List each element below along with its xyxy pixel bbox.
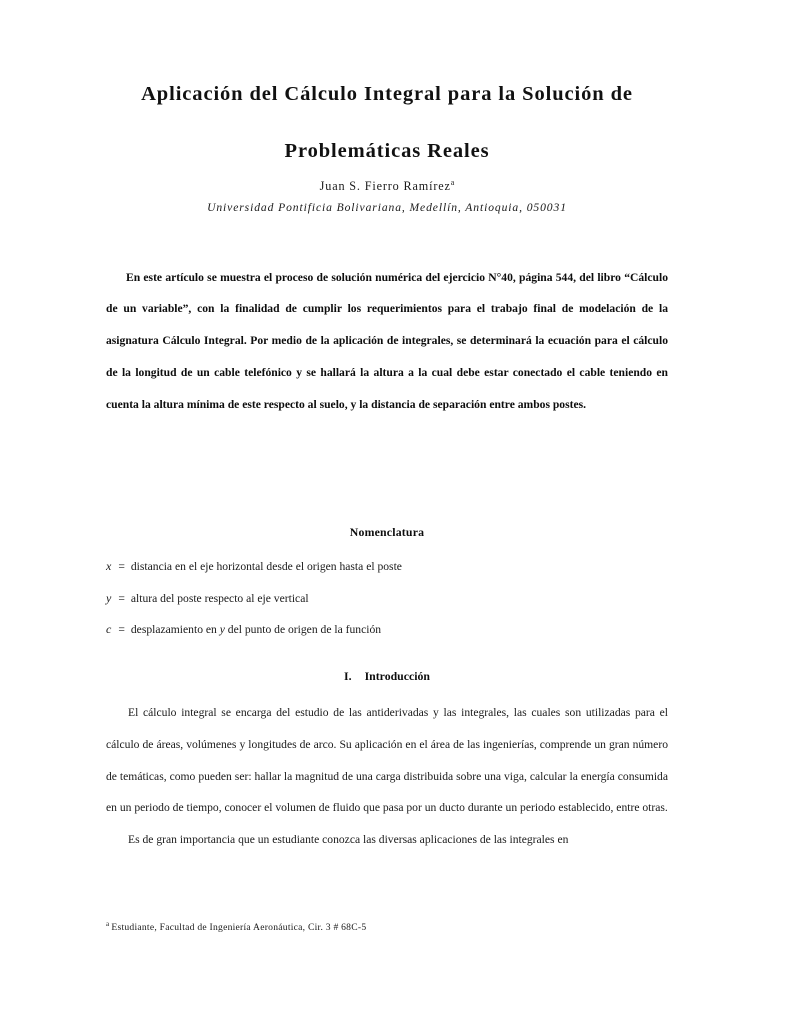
author-name-text: Juan S. Fierro Ramírez — [319, 179, 451, 194]
author-footnote-marker: a — [450, 178, 455, 187]
author-name — [106, 174, 668, 195]
nomenclature-symbol: y — [106, 590, 112, 605]
nomenclature-entry — [106, 614, 668, 646]
nomenclature-symbol: x — [106, 559, 112, 573]
nomenclature-definition-post: del punto de origen de la función — [224, 623, 382, 636]
abstract-text: En este artículo se muestra el proceso de solución numérica del ejercicio N°40, página 544, del libro “Cálculo de un variable”, con la finalidad de cumplir los requerimientos para el trabajo final de modelación de la asignatura Cálculo Integral. Por medio de la aplicación de integrales, se determinará la ecuación para el cálculo de la longitud de un cable telefónico y se hallará la altura a la cual debe estar conectado el cable teniendo en cuenta la altura mínima de este respecto al suelo, y la distancia de separación entre ambos postes. — [106, 270, 668, 411]
nomenclature-equals: = — [118, 560, 125, 573]
nomenclature-heading: Nomenclatura — [349, 525, 425, 539]
section-body-introduccion — [106, 697, 668, 856]
nomenclature-entry — [106, 583, 668, 615]
body-paragraph: El cálculo integral se encarga del estudio de las antiderivadas y las integrales, las cuales son utilizadas para el cálculo de áreas, volúmenes y longitudes de arco. Su aplicación en el área de las ingenierías, comprende un gran número de temáticas, como pueden ser: hallar la magnitud de una carga distribuida sobre una viga, calcular la energía consumida en un periodo de tiempo, conocer el volumen de fluido que pasa por un ducto durante un periodo establecido, entre otras. — [106, 706, 668, 815]
section-number: I. — [344, 669, 352, 683]
nomenclature-definition: distancia en el eje horizontal desde el origen hasta el poste — [130, 560, 402, 573]
title-line-2: Problemáticas Reales — [284, 139, 490, 162]
nomenclature-inline-symbol: y — [219, 623, 225, 636]
author-affiliation: Universidad Pontificia Bolivariana, Medellín, Antioquia, 050031 — [207, 201, 567, 215]
nomenclature-equals: = — [118, 591, 125, 605]
footnote — [106, 917, 668, 935]
nomenclature-symbol: c — [106, 622, 112, 636]
footnote-marker: a — [106, 920, 110, 928]
nomenclature-entry — [106, 551, 668, 583]
body-paragraph: Es de gran importancia que un estudiante conozca las diversas aplicaciones de las integrales en — [128, 833, 569, 847]
nomenclature-definition: desplazamiento en — [130, 623, 220, 636]
section-heading-introduccion — [106, 669, 668, 684]
nomenclature-equals: = — [118, 623, 125, 636]
title-line-1: Aplicación del Cálculo Integral para la Solución de — [141, 82, 633, 105]
page-title — [106, 66, 668, 180]
author-block — [106, 174, 668, 217]
section-title: Introducción — [364, 669, 430, 683]
footnote-text: Estudiante, Facultad de Ingeniería Aeronáutica, Cir. 3 # 68C-5 — [111, 922, 367, 934]
nomenclature-list — [106, 551, 668, 646]
nomenclature-definition: altura del poste respecto al eje vertical — [130, 591, 309, 605]
